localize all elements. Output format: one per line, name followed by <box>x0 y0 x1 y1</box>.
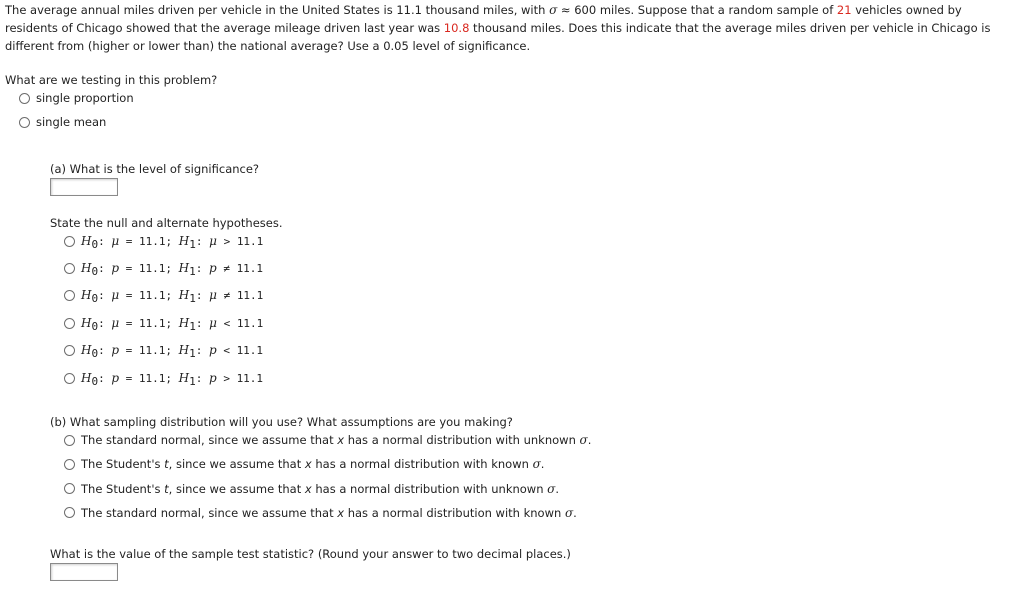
option-label: single mean <box>36 115 107 129</box>
space <box>132 372 139 385</box>
space <box>172 262 179 275</box>
h-symbol: H <box>178 343 190 358</box>
sigma-symbol: σ <box>564 505 574 520</box>
subscript-1: 1 <box>189 319 196 333</box>
sample-mean-value: 10.8 <box>443 21 470 35</box>
space <box>230 235 237 248</box>
h-symbol: H <box>81 233 92 248</box>
hypothesis-text <box>81 232 263 251</box>
problem-statement <box>5 1 1017 55</box>
hypothesis-text <box>81 341 263 360</box>
radio-button[interactable] <box>19 93 30 104</box>
null-relation: = <box>125 316 133 330</box>
subscript-1: 1 <box>189 347 196 361</box>
parameter-symbol: μ <box>209 315 217 330</box>
null-value: 11.1 <box>139 316 166 330</box>
colon: : <box>195 234 203 248</box>
period: . <box>573 505 577 520</box>
problem-text: thousand miles, with <box>421 3 550 17</box>
option-text: has a normal distribution with unknown <box>344 433 580 447</box>
h-symbol: H <box>178 288 190 303</box>
null-value: 11.1 <box>138 344 166 358</box>
distribution-option[interactable] <box>64 504 577 522</box>
semicolon: ; <box>165 289 173 303</box>
alt-relation: ≠ <box>223 261 230 275</box>
problem-text: The average annual miles driven per vehicle in the United States is <box>5 3 397 17</box>
subscript-0: 0 <box>91 237 99 251</box>
radio-button[interactable] <box>19 117 30 128</box>
space <box>202 372 209 385</box>
period: . <box>587 433 592 447</box>
problem-text: 600 miles. Suppose that a random sample of <box>570 3 837 17</box>
hypotheses-prompt: State the null and alternate hypotheses. <box>50 216 283 230</box>
colon: : <box>98 234 105 248</box>
h-symbol: H <box>178 370 190 385</box>
space <box>119 235 126 248</box>
radio-button[interactable] <box>64 435 75 446</box>
testing-option-single-mean[interactable] <box>19 113 106 131</box>
h-symbol: H <box>81 288 92 303</box>
space <box>172 289 179 302</box>
parameter-symbol: μ <box>111 233 120 248</box>
parameter-symbol: p <box>111 260 120 275</box>
h-symbol: H <box>178 315 190 330</box>
space <box>172 235 179 248</box>
option-text: The standard normal, since we assume that <box>81 505 338 520</box>
distribution-text <box>81 455 544 473</box>
hypothesis-option[interactable] <box>64 287 263 305</box>
space <box>230 372 237 385</box>
hypothesis-text <box>81 259 263 278</box>
hypothesis-text <box>81 369 263 388</box>
testing-option-single-proportion[interactable] <box>19 89 134 107</box>
subscript-0: 0 <box>91 264 99 278</box>
testing-question: What are we testing in this problem? <box>5 73 218 87</box>
hypothesis-option[interactable] <box>64 232 263 250</box>
subscript-0: 0 <box>91 374 99 388</box>
null-value: 11.1 <box>138 261 166 275</box>
space <box>119 317 126 330</box>
radio-button[interactable] <box>64 459 75 470</box>
option-text: , since we assume that <box>168 457 305 472</box>
space <box>202 344 209 357</box>
space <box>202 262 209 275</box>
alt-relation: < <box>223 316 231 330</box>
option-text: has a normal distribution with unknown <box>311 481 548 496</box>
space <box>119 344 126 357</box>
space <box>217 289 224 302</box>
alt-value: 11.1 <box>236 371 264 385</box>
parameter-symbol: μ <box>111 288 120 303</box>
national-mean-value: 11.1 <box>396 3 422 17</box>
alt-value: 11.1 <box>236 234 264 248</box>
distribution-option[interactable] <box>64 431 591 449</box>
h-symbol: H <box>81 343 92 358</box>
alt-relation: ≠ <box>223 289 231 303</box>
subscript-0: 0 <box>91 347 99 361</box>
hypothesis-text <box>81 286 263 305</box>
option-text: The Student's <box>81 457 165 472</box>
radio-button[interactable] <box>64 263 75 274</box>
space <box>172 344 179 357</box>
option-text: , since we assume that <box>168 481 305 496</box>
part-a-question: (a) What is the level of significance? <box>50 162 260 176</box>
h-symbol: H <box>81 315 92 330</box>
radio-button[interactable] <box>64 373 75 384</box>
space <box>230 317 237 330</box>
parameter-symbol: μ <box>209 288 217 303</box>
space <box>230 262 237 275</box>
option-label: single proportion <box>36 91 134 105</box>
sigma-symbol: σ <box>549 3 558 17</box>
subscript-0: 0 <box>91 292 99 306</box>
alt-value: 11.1 <box>236 316 264 330</box>
x-symbol: x <box>304 457 312 472</box>
space <box>132 344 139 357</box>
radio-button[interactable] <box>64 345 75 356</box>
alt-value: 11.1 <box>236 261 264 275</box>
hypothesis-text <box>81 314 263 333</box>
space <box>230 344 237 357</box>
null-value: 11.1 <box>139 289 166 303</box>
alt-relation: > <box>223 234 231 248</box>
test-statistic-input[interactable] <box>50 563 118 581</box>
null-relation: = <box>125 344 133 358</box>
hypothesis-option[interactable] <box>64 314 263 332</box>
colon: : <box>195 371 203 385</box>
option-text: has a normal distribution with known <box>344 505 565 520</box>
colon: : <box>195 261 203 275</box>
space <box>172 317 179 330</box>
space <box>217 317 224 330</box>
t-symbol: t <box>164 457 169 472</box>
parameter-symbol: p <box>209 343 217 358</box>
parameter-symbol: μ <box>111 315 120 330</box>
colon: : <box>195 289 203 303</box>
hypothesis-option[interactable] <box>64 259 263 277</box>
subscript-1: 1 <box>189 374 196 388</box>
colon: : <box>98 261 105 275</box>
subscript-0: 0 <box>91 319 99 333</box>
sigma-symbol: σ <box>547 481 556 496</box>
approx-symbol: ≈ <box>560 3 571 17</box>
colon: : <box>98 371 105 385</box>
parameter-symbol: p <box>209 370 217 385</box>
alt-value: 11.1 <box>236 344 264 358</box>
space <box>230 289 237 302</box>
hypothesis-option[interactable] <box>64 369 263 387</box>
parameter-symbol: p <box>111 343 120 358</box>
problem-text: thousand miles. Does this indicate that the average miles driven per vehicle in Chicago is different from (higher or lower than) the national average? Use a 0.05 level of significance. <box>5 21 991 53</box>
sample-size-value: 21 <box>836 3 852 17</box>
h-symbol: H <box>178 260 190 275</box>
space <box>119 372 126 385</box>
distribution-option[interactable] <box>64 455 544 473</box>
option-text: The standard normal, since we assume that <box>81 433 338 447</box>
period: . <box>555 481 560 496</box>
x-symbol: x <box>337 505 345 520</box>
distribution-text <box>81 431 591 449</box>
significance-level-input[interactable] <box>50 178 118 196</box>
alt-relation: < <box>223 344 230 358</box>
part-b-question: (b) What sampling distribution will you use? What assumptions are you making? <box>50 415 513 429</box>
null-relation: = <box>125 234 133 248</box>
h-symbol: H <box>81 260 92 275</box>
null-value: 11.1 <box>139 234 166 248</box>
sigma-symbol: σ <box>579 433 588 447</box>
subscript-1: 1 <box>189 237 196 251</box>
null-relation: = <box>125 289 133 303</box>
period: . <box>540 457 545 472</box>
subscript-1: 1 <box>189 292 196 306</box>
semicolon: ; <box>165 234 173 248</box>
hypothesis-option[interactable] <box>64 342 263 360</box>
radio-button[interactable] <box>64 483 75 494</box>
colon: : <box>98 289 105 303</box>
colon: : <box>98 316 105 330</box>
semicolon: ; <box>165 261 173 275</box>
alt-relation: > <box>223 371 230 385</box>
subscript-1: 1 <box>189 264 196 278</box>
alt-value: 11.1 <box>236 289 264 303</box>
problem-text: vehicles owned by residents of Chicago showed that the average mileage driven last year was <box>5 3 962 35</box>
space <box>132 262 139 275</box>
null-relation: = <box>125 371 133 385</box>
radio-button[interactable] <box>64 318 75 329</box>
colon: : <box>195 316 203 330</box>
test-statistic-question: What is the value of the sample test statistic? (Round your answer to two decimal places.) <box>50 547 571 561</box>
colon: : <box>98 344 105 358</box>
x-symbol: x <box>337 433 345 447</box>
null-value: 11.1 <box>138 371 166 385</box>
distribution-text <box>81 480 559 498</box>
space <box>172 372 179 385</box>
distribution-option[interactable] <box>64 480 559 498</box>
h-symbol: H <box>178 233 190 248</box>
parameter-symbol: μ <box>209 233 217 248</box>
t-symbol: t <box>164 481 169 496</box>
semicolon: ; <box>165 344 173 358</box>
space <box>217 235 224 248</box>
sigma-symbol: σ <box>532 457 541 472</box>
radio-button[interactable] <box>64 507 75 518</box>
radio-button[interactable] <box>64 290 75 301</box>
space <box>119 289 126 302</box>
semicolon: ; <box>165 371 173 385</box>
distribution-text <box>81 504 577 522</box>
parameter-symbol: p <box>111 370 120 385</box>
null-relation: = <box>125 261 133 275</box>
option-text: The Student's <box>81 481 165 496</box>
semicolon: ; <box>165 316 173 330</box>
x-symbol: x <box>304 481 312 496</box>
h-symbol: H <box>81 370 92 385</box>
radio-button[interactable] <box>64 236 75 247</box>
option-text: has a normal distribution with known <box>311 457 533 472</box>
space <box>119 262 126 275</box>
parameter-symbol: p <box>209 260 217 275</box>
colon: : <box>195 344 203 358</box>
